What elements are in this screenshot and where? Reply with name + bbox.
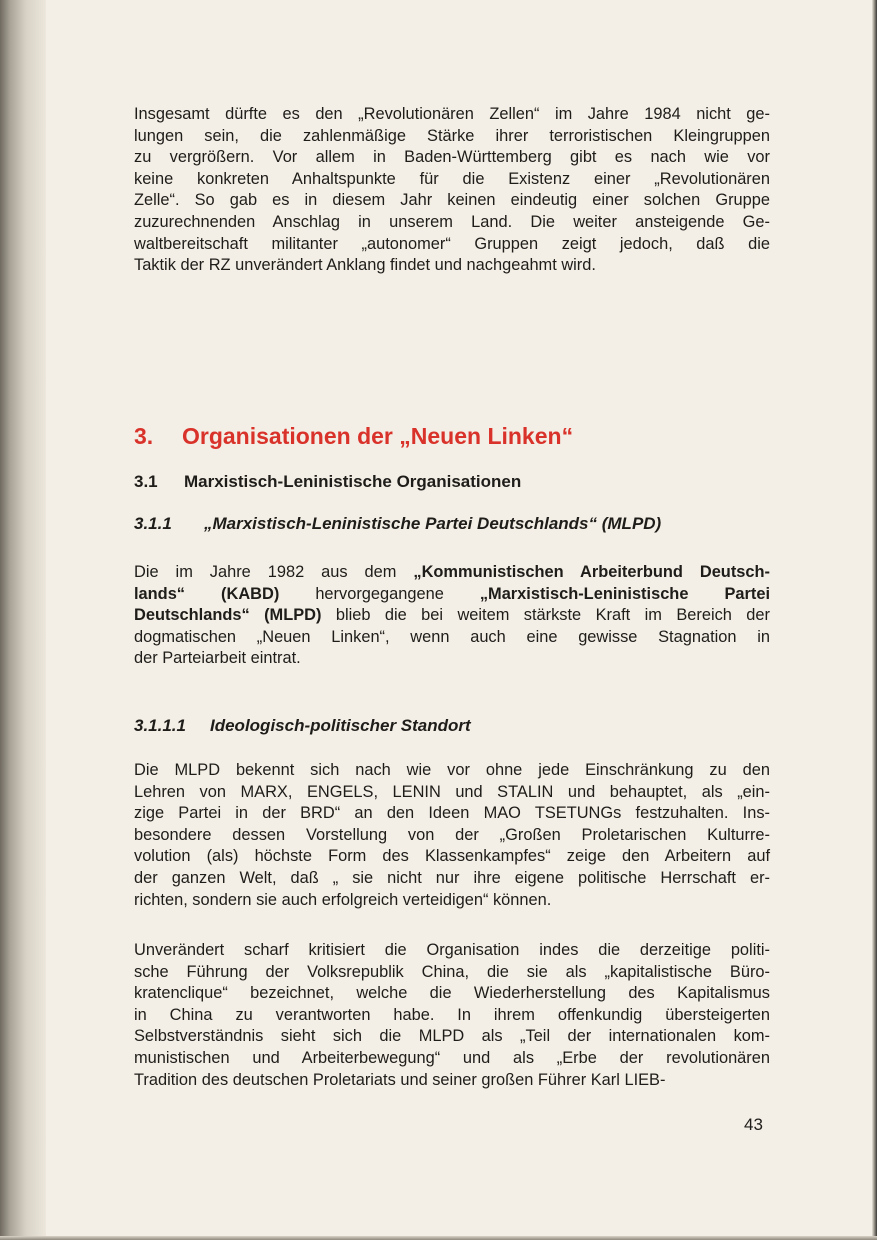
page-edge-right	[872, 0, 877, 1240]
subsection-number: 3.1	[134, 472, 158, 491]
book-spine-shadow	[0, 0, 46, 1240]
text-line: der Parteiarbeit eintrat.	[134, 649, 301, 668]
bold-run: „Kommunistischen Arbeiterbund Deutsch-	[413, 563, 770, 581]
text-line: zige Partei in der BRD“ an den Ideen MAO TSETUNGs festzuhalten. Ins-	[134, 804, 770, 823]
text-line	[134, 562, 770, 584]
text-line: Taktik der RZ unverändert Anklang findet und nachgeahmt wird.	[134, 256, 596, 275]
subsubsubsection-number: 3.1.1.1	[134, 716, 186, 735]
bold-run: lands“ (KABD)	[134, 584, 280, 603]
paragraph-mlpd-ideology	[134, 760, 770, 911]
subsection-title: Marxistisch-Leninistische Organisationen	[184, 472, 522, 491]
bold-run: „Marxistisch-Leninistische Partei	[479, 584, 771, 603]
text-line	[134, 584, 770, 606]
text-run: Die im Jahre 1982 aus dem	[134, 563, 414, 581]
text-line: keine konkreten Anhaltspunkte für die Existenz einer „Revolutionären	[134, 169, 770, 188]
text-line: Tradition des deutschen Proletariats und seiner großen Führer Karl LIEB-	[134, 1070, 666, 1089]
paragraph-mlpd-intro	[134, 562, 770, 670]
section-title: Organisationen der „Neuen Linken“	[182, 423, 574, 449]
text-line: besondere dessen Vorstellung von der „Großen Proletarischen Kulturre-	[134, 825, 770, 844]
text-line: waltbereitschaft militanter „autonomer“ Gruppen zeigt jedoch, daß die	[134, 234, 770, 253]
text-line: Zelle“. So gab es in diesem Jahr keinen eindeutig einer solchen Gruppe	[134, 191, 770, 210]
text-line: zu vergrößern. Vor allem in Baden-Württemberg gibt es nach wie vor	[134, 148, 770, 167]
section-number: 3.	[134, 423, 154, 449]
text-line: lungen sein, die zahlenmäßige Stärke ihrer terroristischen Kleingruppen	[134, 126, 770, 145]
subsection-heading	[134, 472, 521, 492]
bold-run: Deutschlands“ (MLPD)	[134, 606, 322, 625]
subsubsubsection-title: Ideologisch-politischer Standort	[210, 716, 471, 735]
text-line: richten, sondern sie auch erfolgreich verteidigen“ können.	[134, 890, 552, 909]
text-line: in China zu verantworten habe. In ihrem offenkundig übersteigerten	[134, 1005, 770, 1024]
subsubsection-number: 3.1.1	[134, 514, 172, 533]
paragraph-rz-summary	[134, 104, 770, 277]
subsubsubsection-heading	[134, 716, 471, 736]
text-line: kratenclique“ bezeichnet, welche die Wiederherstellung des Kapitalismus	[134, 984, 770, 1003]
text-line: sche Führung der Volksrepublik China, die sie als „kapitalistische Büro-	[134, 962, 770, 981]
text-line: dogmatischen „Neuen Linken“, wenn auch eine gewisse Stagnation in	[134, 627, 770, 646]
text-line: Insgesamt dürfte es den „Revolutionären Zellen“ im Jahre 1984 nicht ge-	[134, 105, 770, 123]
text-line: Unverändert scharf kritisiert die Organisation indes die derzeitige politi-	[134, 941, 770, 959]
text-line: munistischen und Arbeiterbewegung“ und als „Erbe der revolutionären	[134, 1048, 770, 1067]
subsubsection-title: „Marxistisch-Leninistische Partei Deutschlands“ (MLPD)	[204, 514, 662, 533]
text-line: Selbstverständnis sieht sich die MLPD als „Teil der internationalen kom-	[134, 1027, 770, 1046]
text-line	[134, 605, 770, 627]
text-line: zuzurechnenden Anschlag in unserem Land. Die weiter ansteigende Ge-	[134, 212, 770, 231]
text-line: Die MLPD bekennt sich nach wie vor ohne jede Einschränkung zu den	[134, 761, 770, 779]
text-run: hervorgegangene	[279, 584, 480, 603]
paragraph-mlpd-china-critique	[134, 940, 770, 1091]
text-line: der ganzen Welt, daß „ sie nicht nur ihre eigene politische Herrschaft er-	[134, 868, 770, 887]
section-heading	[134, 423, 573, 450]
text-line: volution (als) höchste Form des Klassenkampfes“ zeige den Arbeitern auf	[134, 847, 770, 866]
subsubsection-heading	[134, 514, 661, 534]
text-line: Lehren von MARX, ENGELS, LENIN und STALIN und behauptet, als „ein-	[134, 782, 770, 801]
page-edge-bottom	[0, 1236, 877, 1240]
text-run: blieb die bei weitem stärkste Kraft im Bereich der	[321, 606, 770, 625]
page-number: 43	[744, 1115, 763, 1134]
